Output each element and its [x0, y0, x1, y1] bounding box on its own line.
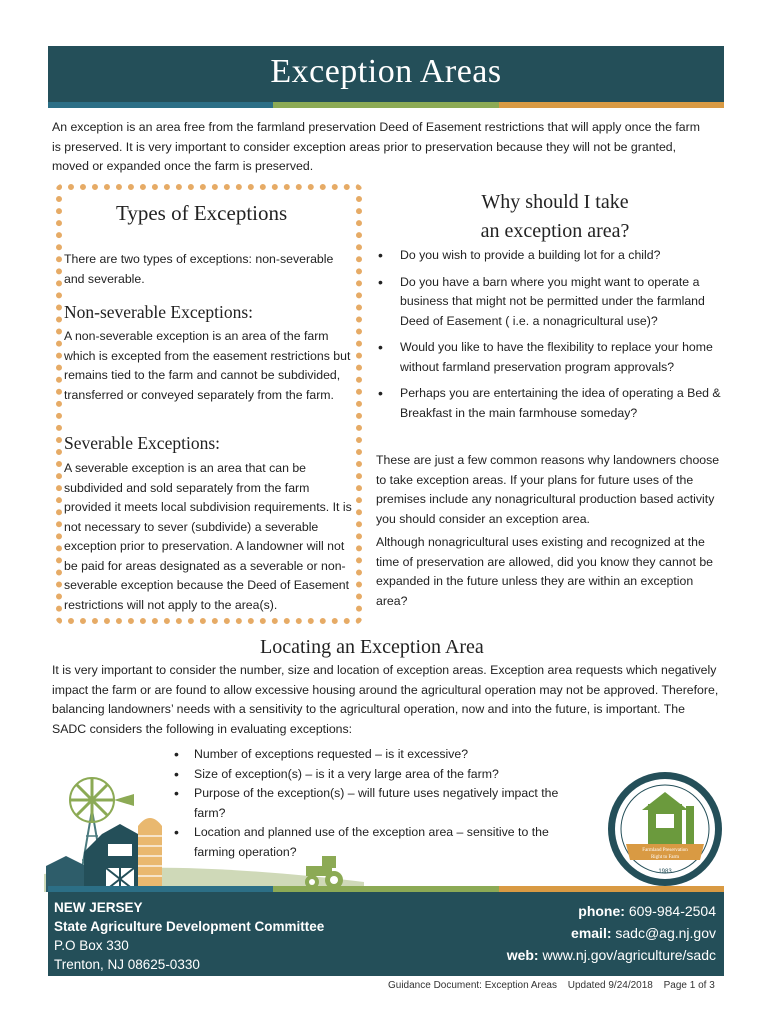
- footer-address-line1: P.O Box 330: [54, 938, 129, 953]
- why-item: • Perhaps you are entertaining the idea of operating a Bed & Breakfast in the main farmhouse someday?: [376, 384, 721, 423]
- web-label: web:: [506, 947, 539, 963]
- why-item: • Would you like to have the flexibility to replace your home without farmland preservation program approvals?: [376, 338, 721, 377]
- why-item: • Do you have a barn where you might want to operate a business that might not be permitted under the farmland Deed of Easement ( i.e. a nonagricultural use)?: [376, 273, 721, 332]
- seal-ribbon-line2: Right to Farm: [650, 855, 680, 860]
- doc-title: Guidance Document: Exception Areas: [388, 980, 557, 991]
- doc-updated: Updated 9/24/2018: [567, 980, 653, 991]
- why-title-line1: Why should I take: [481, 191, 629, 213]
- locating-text: It is very important to consider the number, size and location of exception areas. Exception area requests which negatively impact the farm or are found to allow excessive housing around the agricultural operation may not be approved. Therefore, balancing landowners’ needs with a sensitivity to the agricultural operation, now and into the future, is important. The SADC considers the following in evaluating exceptions:: [52, 663, 719, 736]
- severable-text: A severable exception is an area that can be subdivided and sold separately from the farm provided it meets local subdivision requirements. It is not necessary to sever (subdivide) a severable exception prior to preservation. A landowner will not be paid for areas designated as a severable or non-severable exception because the Deed of Easement restrictions will not apply to the area(s).: [64, 461, 352, 612]
- phone-label: phone:: [578, 903, 625, 919]
- why-title-line2: an exception area?: [480, 220, 630, 242]
- types-title: Types of Exceptions: [116, 201, 288, 225]
- nonseverable-title: Non-severable Exceptions:: [64, 302, 254, 322]
- locating-item: • Purpose of the exception(s) – will future uses negatively impact the farm?: [172, 784, 592, 823]
- email-label: email:: [571, 925, 612, 941]
- why-title: [440, 188, 670, 246]
- intro-paragraph: An exception is an area free from the farmland preservation Deed of Easement restrictions that will apply once the farm is preserved. It is very important to consider exception areas prior to preservation because they will not be granted, moved or expanded once the farm is preserved.: [52, 120, 700, 173]
- locating-title: Locating an Exception Area: [260, 636, 484, 658]
- why-item: • Do you wish to provide a building lot for a child?: [376, 246, 721, 266]
- doc-page: Page 1 of 3: [663, 980, 715, 991]
- footer-address: [54, 898, 324, 974]
- why-list: [376, 246, 721, 430]
- phone-number[interactable]: 609-984-2504: [628, 903, 716, 919]
- footer-banner: [48, 892, 724, 976]
- page-title: Exception Areas: [270, 53, 502, 90]
- locating-item: • Size of exception(s) – is it a very large area of the farm?: [172, 765, 592, 785]
- severable-title: Severable Exceptions:: [64, 433, 220, 453]
- header-banner: [48, 46, 724, 102]
- header-stripe: [48, 102, 724, 108]
- why-paragraph-2: Although nonagricultural uses existing and recognized at the time of preservation are allowed, did you know they cannot be expanded in the future unless they are within an exception area?: [376, 535, 713, 608]
- footer-org-line1: NEW JERSEY: [54, 900, 143, 915]
- sadc-seal-icon: [606, 770, 724, 888]
- web-link[interactable]: www.nj.gov/agriculture/sadc: [542, 947, 716, 963]
- seal-ribbon-line1: Farmland Preservation: [642, 848, 688, 853]
- footer-contact: [507, 900, 716, 966]
- silo-icon: [138, 818, 162, 892]
- footer-address-line2: Trenton, NJ 08625-0330: [54, 957, 200, 972]
- why-paragraph-1: These are just a few common reasons why landowners choose to take exception areas. If your plans for future uses of the premises include any nonagricultural production based activity you should consider an exception area.: [376, 453, 720, 526]
- email-address[interactable]: sadc@ag.nj.gov: [615, 925, 716, 941]
- types-intro: There are two types of exceptions: non-severable and severable.: [64, 252, 334, 286]
- nonseverable-text: A non-severable exception is an area of the farm which is excepted from the easement restrictions but remains tied to the farm and cannot be subdivided, transferred or conveyed separately from the farm.: [64, 329, 351, 402]
- document-footer: [380, 980, 715, 991]
- locating-item: • Location and planned use of the exception area – sensitive to the farming operation?: [172, 823, 592, 862]
- seal-year: 1983: [658, 869, 672, 875]
- farm-illustration-icon: [44, 770, 364, 892]
- footer-org-line2: State Agriculture Development Committee: [54, 919, 325, 934]
- locating-item: • Number of exceptions requested – is it excessive?: [172, 745, 592, 765]
